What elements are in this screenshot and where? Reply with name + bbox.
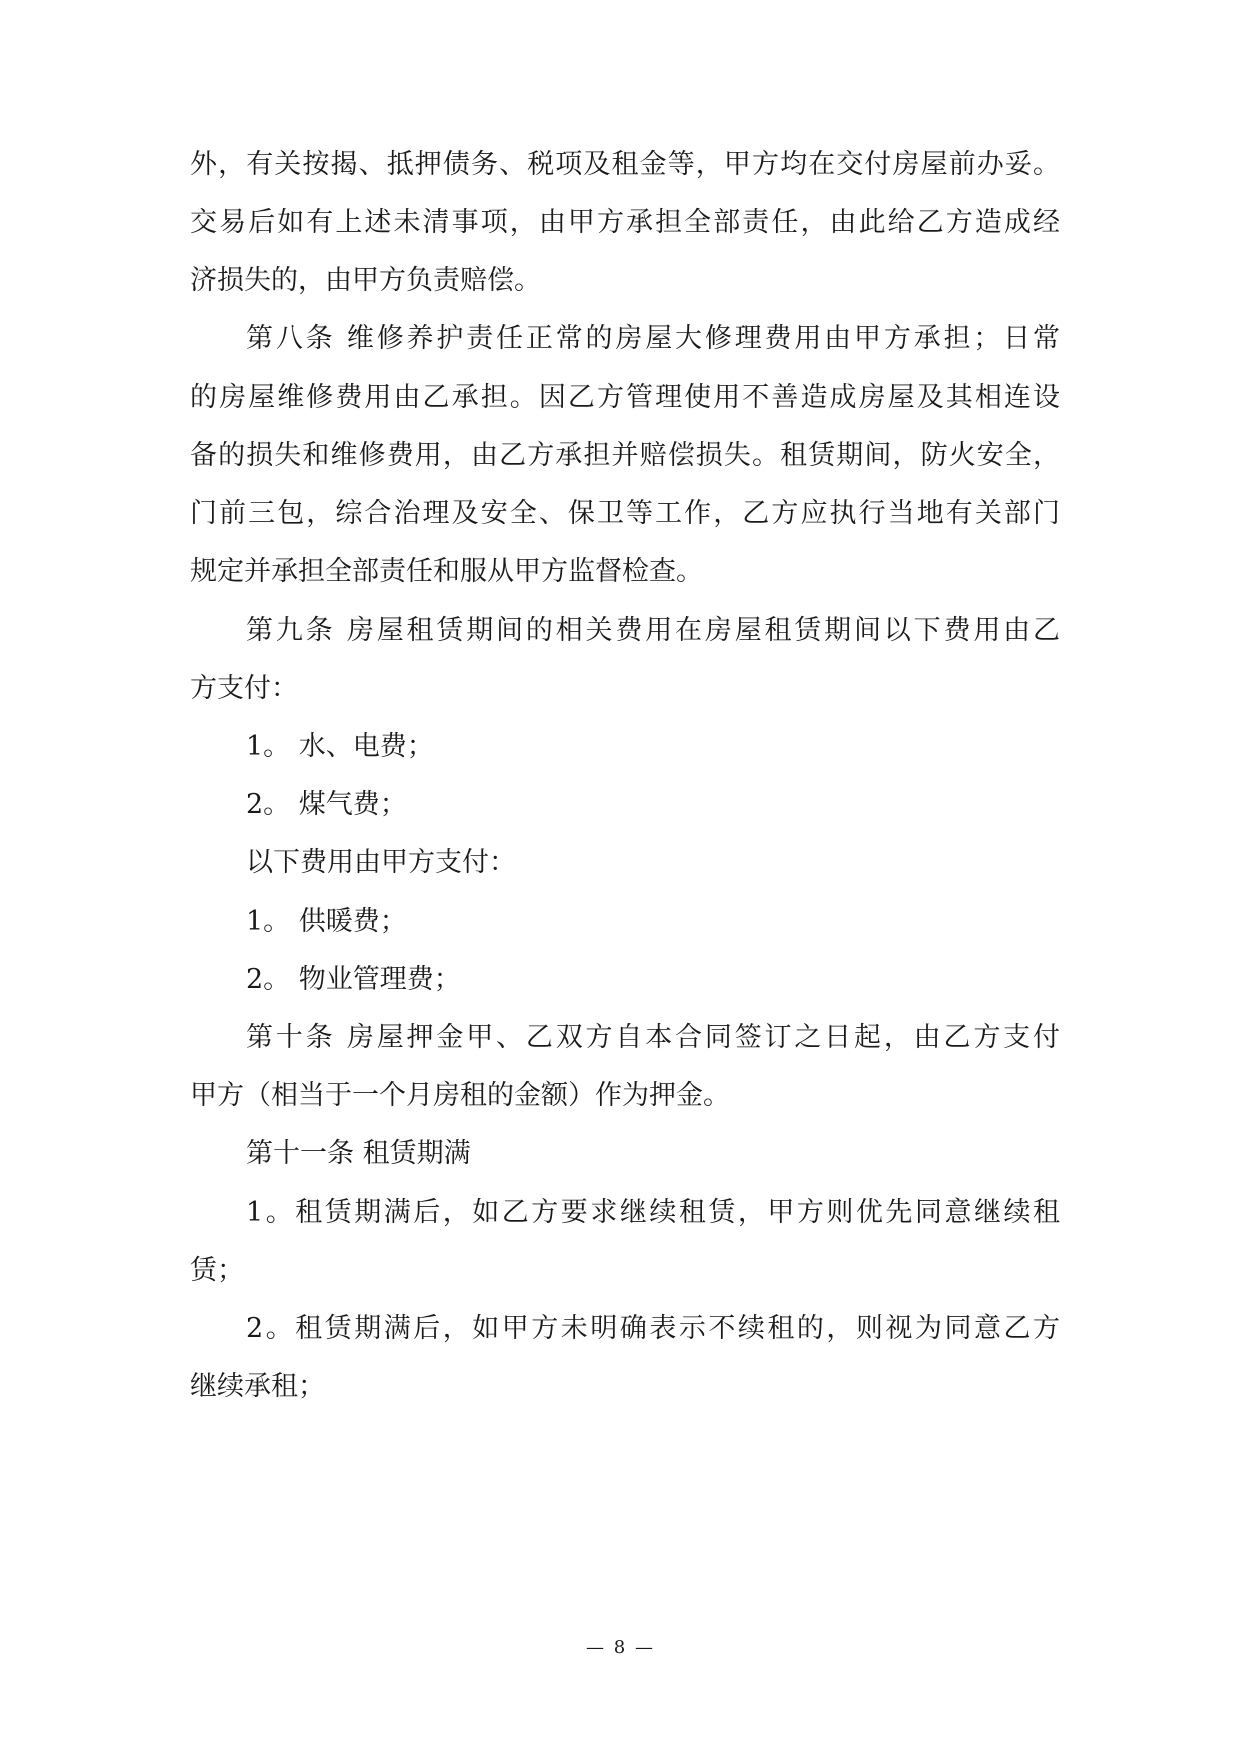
article-8-heading-line: 第八条 维修养护责任正常的房屋大修理费用由甲方承担；日常: [246, 323, 1060, 354]
paragraph-line: 甲方（相当于一个月房租的金额）作为押金。: [190, 1080, 730, 1111]
article-11-heading-line: 第十一条 租赁期满: [246, 1138, 471, 1169]
paragraph-line: 门前三包，综合治理及安全、保卫等工作，乙方应执行当地有关部门: [190, 498, 1060, 529]
paragraph-line: 方支付：: [190, 673, 298, 704]
paragraph-line: 交易后如有上述未清事项，由甲方承担全部责任，由此给乙方造成经: [190, 207, 1060, 238]
list-item: 1。 水、电费；: [246, 731, 434, 762]
page-number: — 8 —: [586, 1637, 655, 1658]
paragraph-line: 备的损失和维修费用，由乙方承担并赔偿损失。租赁期间，防火安全，: [190, 440, 1060, 471]
article-10-heading-line: 第十条 房屋押金甲、乙双方自本合同签订之日起，由乙方支付: [246, 1022, 1060, 1053]
list-item: 1。 供暖费；: [246, 906, 407, 937]
paragraph-line: 规定并承担全部责任和服从甲方监督检查。: [190, 556, 703, 587]
list-item: 1。租赁期满后，如乙方要求继续租赁，甲方则优先同意继续租: [246, 1197, 1060, 1228]
paragraph-line: 的房屋维修费用由乙承担。因乙方管理使用不善造成房屋及其相连设: [190, 382, 1060, 413]
paragraph-line: 继续承租；: [190, 1371, 325, 1402]
article-9-heading-line: 第九条 房屋租赁期间的相关费用在房屋租赁期间以下费用由乙: [246, 615, 1060, 646]
list-item: 2。 煤气费；: [246, 789, 407, 820]
paragraph-line: 济损失的，由甲方负责赔偿。: [190, 265, 541, 296]
paragraph-line: 以下费用由甲方支付：: [246, 847, 516, 878]
list-item: 2。 物业管理费；: [246, 964, 461, 995]
paragraph-line: 赁；: [190, 1255, 244, 1286]
paragraph-line: 外，有关按揭、抵押债务、税项及租金等，甲方均在交付房屋前办妥。: [190, 149, 1060, 180]
list-item: 2。租赁期满后，如甲方未明确表示不续租的，则视为同意乙方: [246, 1313, 1060, 1344]
